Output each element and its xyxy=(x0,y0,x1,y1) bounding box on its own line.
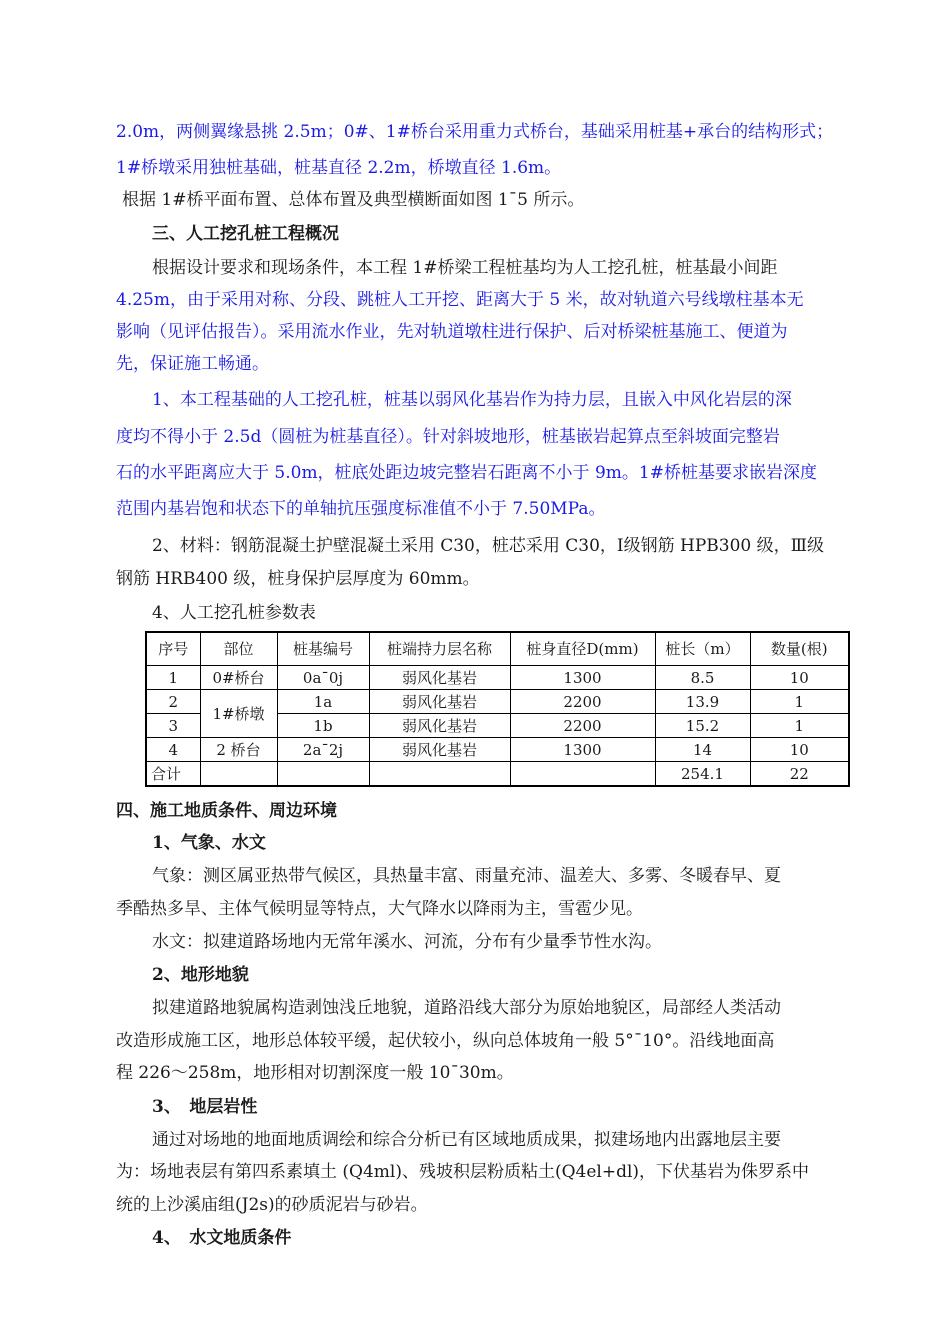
paragraph-line: 统的上沙溪庙组(J2s)的砂质泥岩与砂岩。 xyxy=(116,1195,428,1215)
pile-parameter-table xyxy=(145,631,850,787)
header-cell: 桩长（m） xyxy=(655,632,750,666)
table-cell: 1b xyxy=(277,714,369,738)
paragraph-line: 通过对场地的地面地质调绘和综合分析已有区域地质成果，拟建场地内出露地层主要 xyxy=(152,1130,781,1150)
table-cell xyxy=(510,762,655,787)
table-cell: 1#桥墩 xyxy=(200,690,277,738)
table-cell: 2 桥台 xyxy=(200,738,277,762)
table-cell xyxy=(277,762,369,787)
section-heading-4: 四、施工地质条件、周边环境 xyxy=(116,801,337,821)
paragraph-line: 为：场地表层有第四系素填土 (Q4ml)、残坡积层粉质粘土(Q4el+dl)，下伏基岩为侏罗系中 xyxy=(116,1162,810,1182)
table-cell: 8.5 xyxy=(655,666,750,690)
table-header-row xyxy=(146,632,849,666)
table-cell: 0a¯0j xyxy=(277,666,369,690)
paragraph-line: 石的水平距离应大于 5.0m，桩底处距边坡完整岩石距离不小于 9m。1#桥桩基要求嵌岩深度 xyxy=(116,463,817,483)
header-cell: 桩基编号 xyxy=(277,632,369,666)
paragraph-line: 影响（见评估报告）。采用流水作业，先对轨道墩柱进行保护、后对桥梁桩基施工、便道为 xyxy=(116,322,788,342)
table-row xyxy=(146,690,849,714)
table-caption: 4、人工挖孔桩参数表 xyxy=(152,603,316,623)
header-cell: 数量(根) xyxy=(750,632,849,666)
table-cell: 2a¯2j xyxy=(277,738,369,762)
paragraph-line: 改造形成施工区，地形总体较平缓，起伏较小，纵向总体坡角一般 5°¯10°。沿线地面高 xyxy=(116,1031,775,1051)
table-cell: 弱风化基岩 xyxy=(369,714,510,738)
header-cell: 桩端持力层名称 xyxy=(369,632,510,666)
total-count: 22 xyxy=(750,762,849,787)
table-cell: 2 xyxy=(146,690,200,714)
table-cell: 0#桥台 xyxy=(200,666,277,690)
paragraph-line: 根据设计要求和现场条件，本工程 1#桥梁工程桩基均为人工挖孔桩，桩基最小间距 xyxy=(152,258,778,278)
table-cell: 弱风化基岩 xyxy=(369,690,510,714)
table-cell: 弱风化基岩 xyxy=(369,738,510,762)
paragraph-line: 2、材料：钢筋混凝土护壁混凝土采用 C30，桩芯采用 C30，Ⅰ级钢筋 HPB300 级，Ⅲ级 xyxy=(152,536,825,556)
subsection-heading: 2、地形地貌 xyxy=(152,965,249,985)
subsection-heading: 3、 地层岩性 xyxy=(152,1097,258,1117)
paragraph-line: 程 226～258m，地形相对切割深度一般 10¯30m。 xyxy=(116,1063,514,1083)
table-cell: 1 xyxy=(750,714,849,738)
table-cell: 2200 xyxy=(510,714,655,738)
table-cell: 10 xyxy=(750,738,849,762)
table-cell: 弱风化基岩 xyxy=(369,666,510,690)
table-cell: 1300 xyxy=(510,738,655,762)
table-cell: 13.9 xyxy=(655,690,750,714)
paragraph-line: 范围内基岩饱和状态下的单轴抗压强度标准值不小于 7.50MPa。 xyxy=(116,499,606,519)
paragraph-line: 钢筋 HRB400 级，桩身保护层厚度为 60mm。 xyxy=(116,569,480,589)
header-cell: 序号 xyxy=(146,632,200,666)
subsection-heading: 4、 水文地质条件 xyxy=(152,1228,292,1248)
paragraph-line: 拟建道路地貌属构造剥蚀浅丘地貌，道路沿线大部分为原始地貌区，局部经人类活动 xyxy=(152,998,781,1018)
table-cell: 1 xyxy=(750,690,849,714)
paragraph-line: 季酷热多旱、主体气候明显等特点，大气降水以降雨为主，雪雹少见。 xyxy=(116,899,643,919)
table-cell: 1a xyxy=(277,690,369,714)
paragraph-line: 水文：拟建道路场地内无常年溪水、河流，分布有少量季节性水沟。 xyxy=(152,932,662,952)
table-cell: 15.2 xyxy=(655,714,750,738)
subsection-heading: 1、气象、水文 xyxy=(152,833,266,853)
header-cell: 桩身直径D(mm) xyxy=(510,632,655,666)
table-row xyxy=(146,738,849,762)
table-total-row xyxy=(146,762,849,787)
total-length: 254.1 xyxy=(655,762,750,787)
header-cell: 部位 xyxy=(200,632,277,666)
table-cell: 10 xyxy=(750,666,849,690)
paragraph-line: 气象：测区属亚热带气候区，具热量丰富、雨量充沛、温差大、多雾、冬暖春早、夏 xyxy=(152,866,781,886)
total-label: 合计 xyxy=(146,762,200,787)
paragraph-line: 1#桥墩采用独桩基础，桩基直径 2.2m，桥墩直径 1.6m。 xyxy=(116,158,562,178)
table-row xyxy=(146,666,849,690)
paragraph-line: 4.25m，由于采用对称、分段、跳桩人工开挖、距离大于 5 米，故对轨道六号线墩柱基本无 xyxy=(116,290,804,310)
table-cell: 4 xyxy=(146,738,200,762)
table-cell xyxy=(200,762,277,787)
table-cell: 14 xyxy=(655,738,750,762)
paragraph-line: 度均不得小于 2.5d（圆桩为桩基直径）。针对斜坡地形，桩基嵌岩起算点至斜坡面完整岩 xyxy=(116,427,780,447)
table-cell: 1 xyxy=(146,666,200,690)
paragraph-line: 先，保证施工畅通。 xyxy=(116,354,269,374)
paragraph-line: 根据 1#桥平面布置、总体布置及典型横断面如图 1¯5 所示。 xyxy=(122,190,585,210)
table-cell xyxy=(369,762,510,787)
table-cell: 3 xyxy=(146,714,200,738)
table-cell: 2200 xyxy=(510,690,655,714)
section-heading-3: 三、人工挖孔桩工程概况 xyxy=(152,224,339,244)
paragraph-line: 2.0m，两侧翼缘悬挑 2.5m；0#、1#桥台采用重力式桥台，基础采用桩基+承台的结构形式； xyxy=(116,122,834,142)
paragraph-line: 1、本工程基础的人工挖孔桩，桩基以弱风化基岩作为持力层，且嵌入中风化岩层的深 xyxy=(152,390,792,410)
table-cell: 1300 xyxy=(510,666,655,690)
